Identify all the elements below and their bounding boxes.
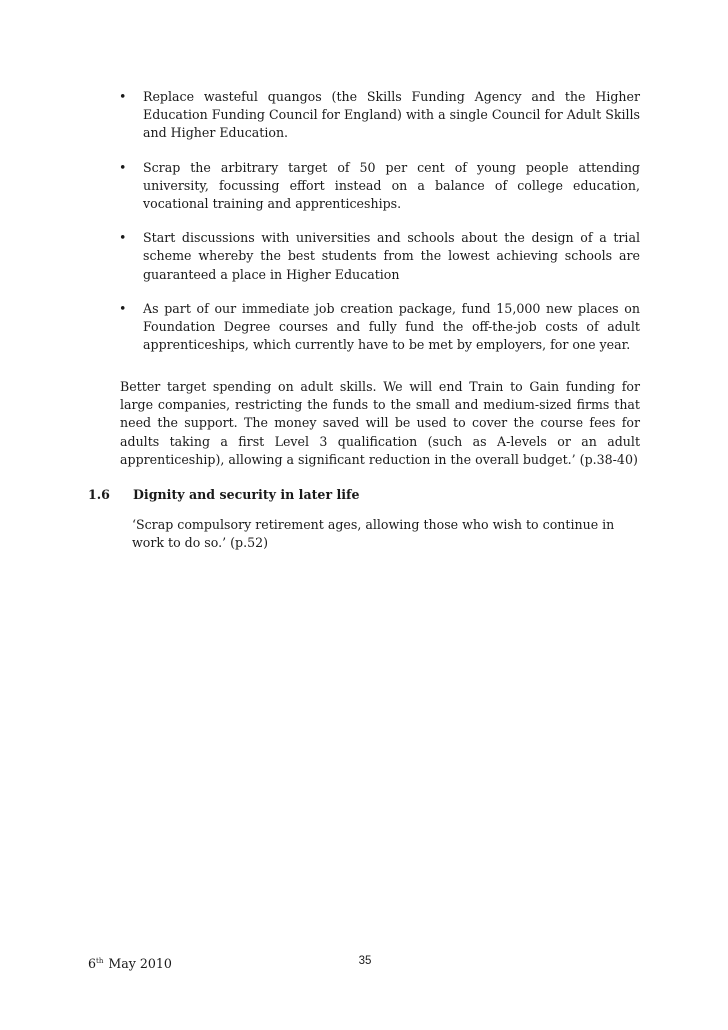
bullet-marker: • xyxy=(119,159,127,175)
footer-date-suffix: th xyxy=(96,957,104,965)
bullet-item xyxy=(119,159,640,214)
bullet-item xyxy=(119,88,640,143)
footer-date-day: 6 xyxy=(88,956,97,971)
bullet-text: Scrap the arbitrary target of 50 per cent of young people attending university, focussing effort instead on a balance of college education, vocational training and apprenticeships. xyxy=(143,159,640,212)
footer-date-rest: May 2010 xyxy=(108,956,172,971)
bullet-text: Replace wasteful quangos (the Skills Funding Agency and the Higher Education Funding Council for England) with a single Council for Adult Skills and Higher Education. xyxy=(143,89,640,141)
body-paragraph: Better target spending on adult skills. We will end Train to Gain funding for large companies, restricting the funds to the small and medium-sized firms that need the support. The money saved will be used to cover the course fees for adults taking a first Level 3 qualification (such as A-levels or an adult apprenticeship), allowing a significant reduction in the overall budget.’ (p.38-40) xyxy=(120,379,640,467)
bullet-item xyxy=(119,300,640,355)
bullet-list xyxy=(119,88,640,370)
section-quote: ‘Scrap compulsory retirement ages, allowing those who wish to continue in work to do so.’ (p.52) xyxy=(132,517,615,551)
page-number: 35 xyxy=(358,955,372,967)
bullet-text: As part of our immediate job creation package, fund 15,000 new places on Foundation Degree courses and fully fund the off-the-job costs of adult apprenticeships, which currently have to be met by employers, for one year. xyxy=(143,300,640,353)
bullet-text: Start discussions with universities and schools about the design of a trial scheme whereby the best students from the lowest achieving schools are guaranteed a place in Higher Education xyxy=(143,230,640,282)
bullet-marker: • xyxy=(119,230,127,246)
section-number: 1.6 xyxy=(88,487,110,502)
bullet-marker: • xyxy=(119,89,127,104)
section-title: Dignity and security in later life xyxy=(133,487,360,502)
bullet-marker: • xyxy=(119,300,127,316)
bullet-item xyxy=(119,229,640,284)
section-heading xyxy=(88,486,648,504)
footer-date xyxy=(88,953,172,972)
